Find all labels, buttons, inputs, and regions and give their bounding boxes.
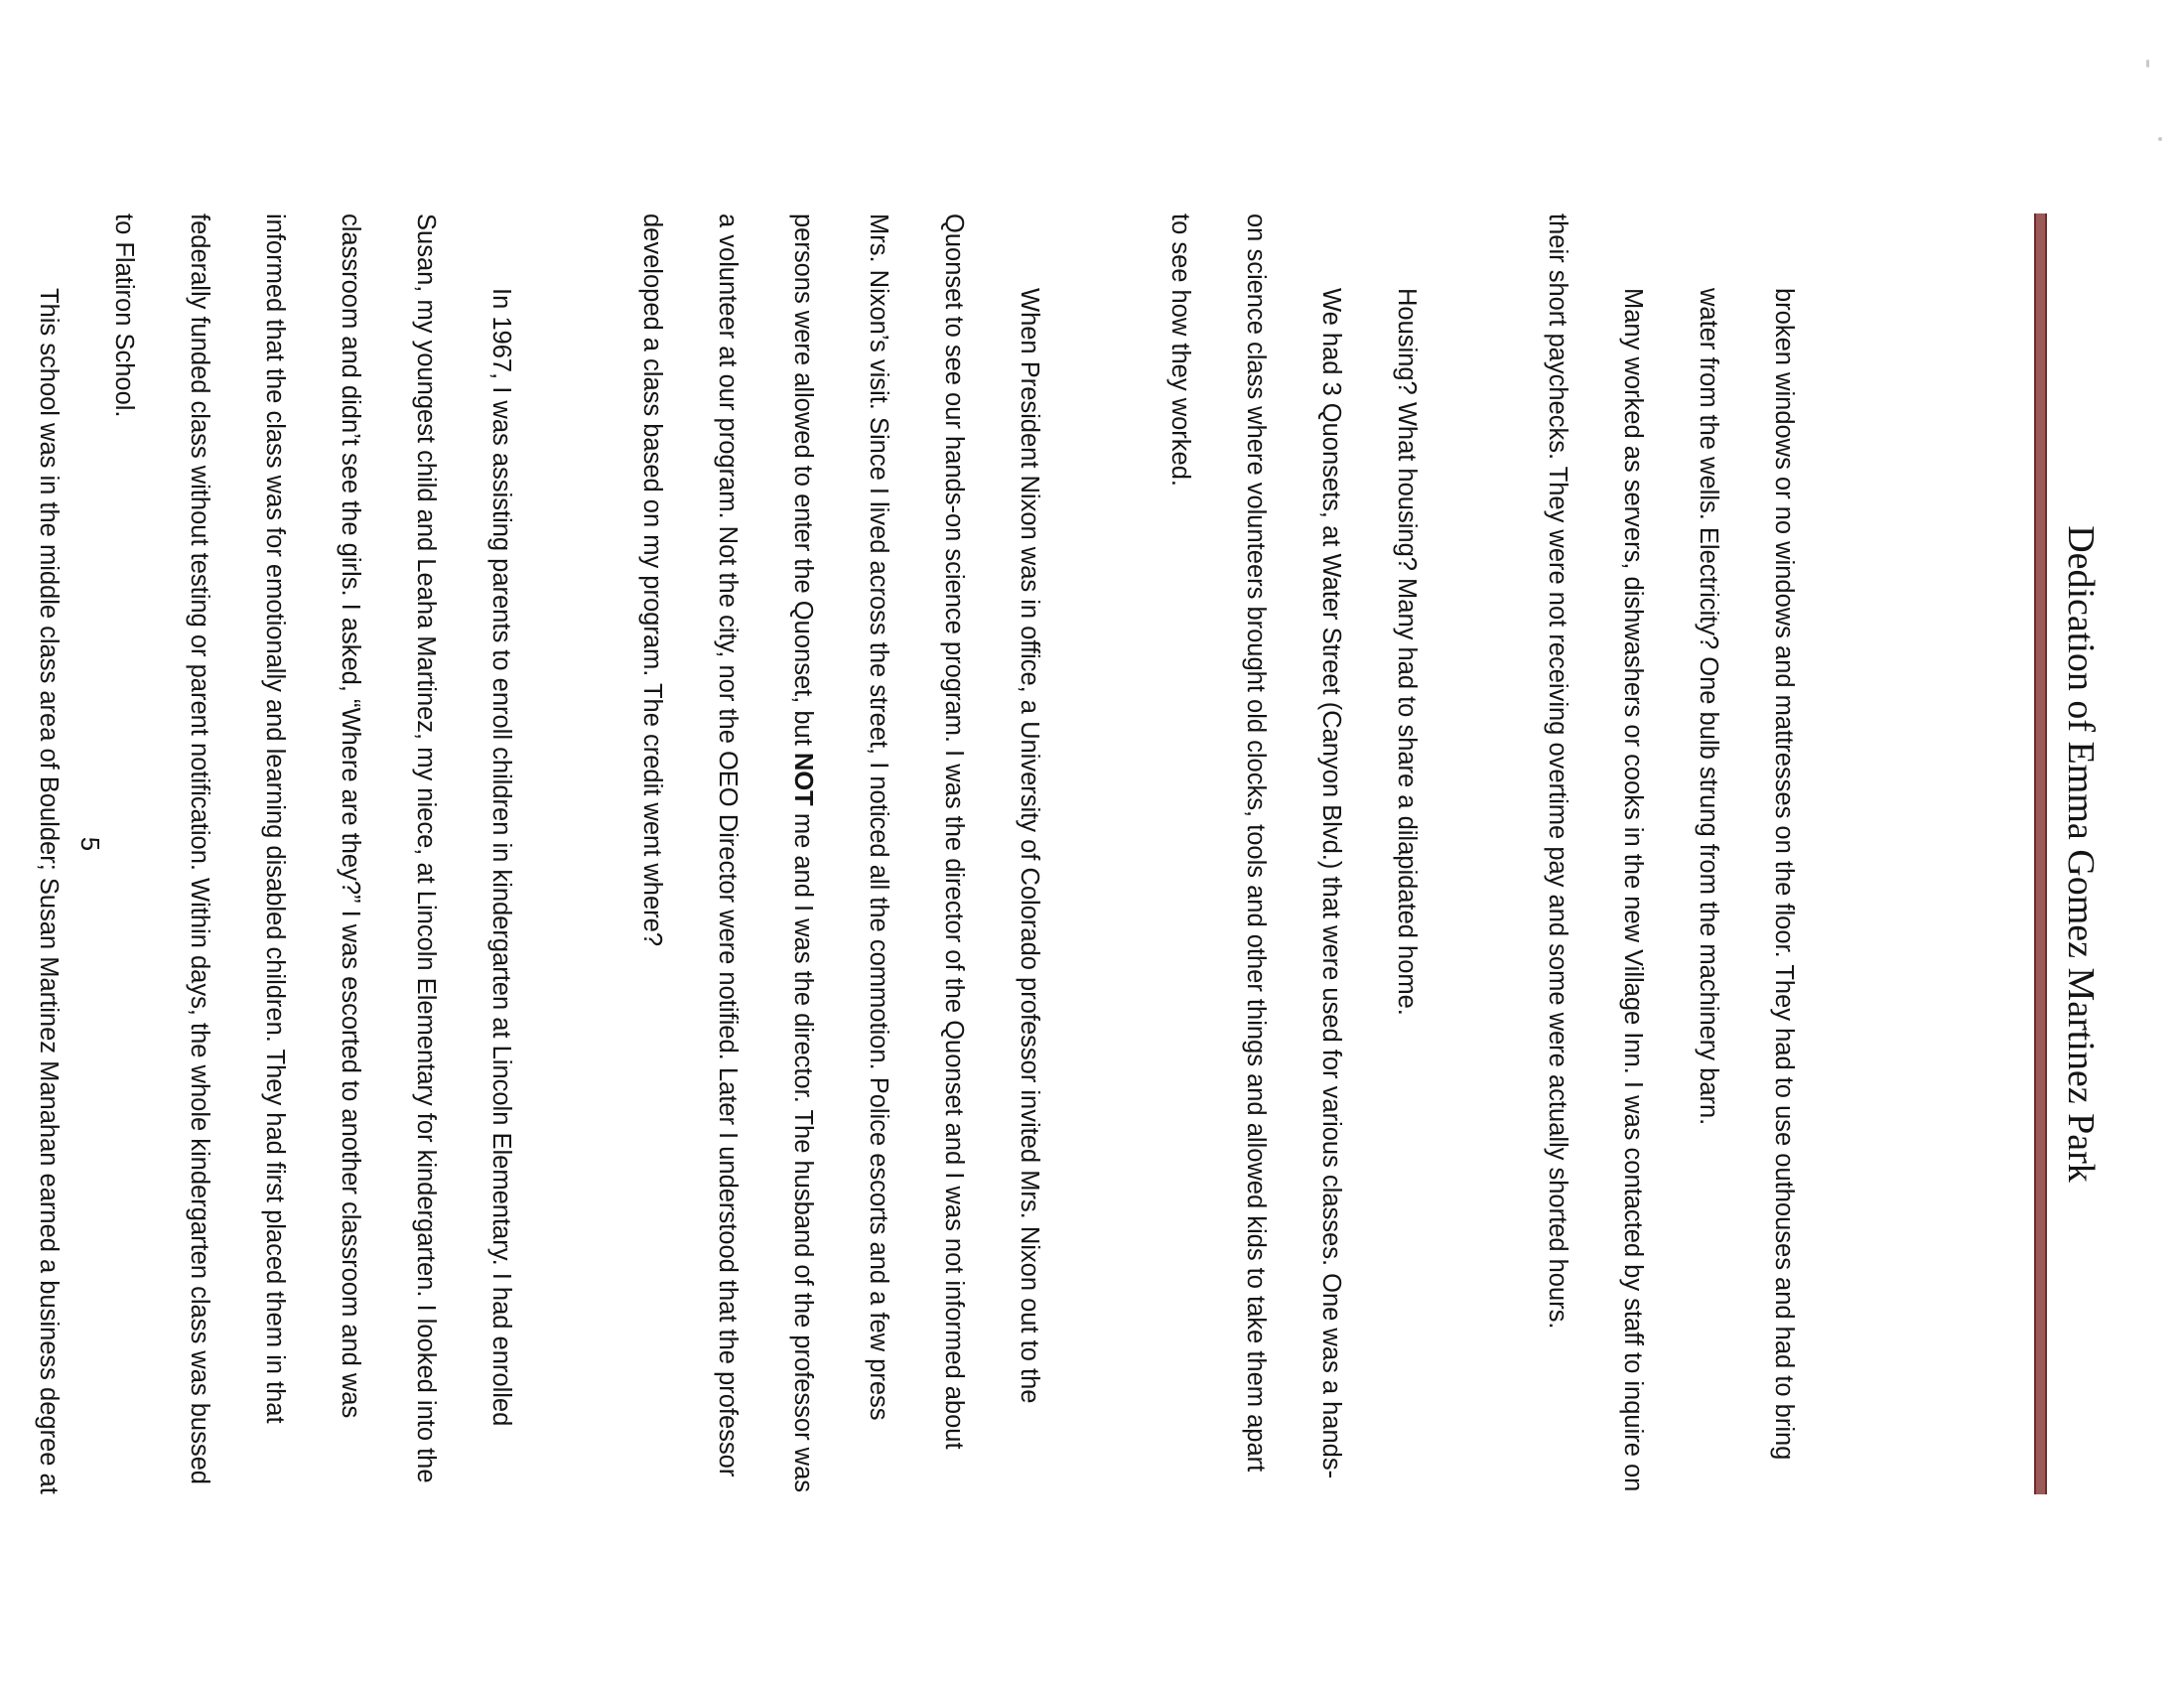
page-number: 5 [75,836,103,852]
paragraph-text: This school was in the middle class area of Boulder; Susan Martinez Manahan earned a business degree at [35,288,63,1494]
paragraph-p1 [1671,213,1822,1494]
page-title: Dedication of Emma Gomez Martinez Park [2060,525,2102,1183]
paragraph-text: me and I was the director. The husband of the professor was a volunteer at our program. Not the city, nor the OEO Director were notified. Later I understood that the professor developed a class based on my program. The credit went where? [638,213,817,1493]
paragraph-p5 [614,213,1067,1494]
paragraph-text: In 1967, I was assisting parents to enroll children in kindergarten at Lincoln Elementary. I had enrolled Susan, my youngest child and Leaha Martinez, my niece, at Lincoln Elementary for kindergarten. I looked into the classroom and didn’t see the girls. I asked, “Where are they?” I was escorted to another classroom and was informed that the class was for emotionally and learning disabled children. They had first placed them in that federally funded class without testing or parent notification. Within days, the whole kindergarten class was bussed to Flatiron School. [110,213,515,1484]
paragraph-text: Housing? What housing? Many had to share a dilapidated home. [1393,288,1421,1016]
paragraph-text: broken windows or no windows and mattresses on the floor. They had to use outhouses and had to bring water from the wells. Electricity? One bulb strung from the machinery barn. [1695,288,1798,1461]
paragraph-text: We had 3 Quonsets, at Water Street (Canyon Blvd.) that were used for various classes. One was a hands-on science class where volunteers brought old clocks, tools and other things and allowed kids to take them apart to see how they worked. [1166,213,1345,1479]
paragraph-p4 [1143,213,1369,1494]
paragraph-p7 [0,213,86,1494]
emphasis-not: NOT [789,752,817,806]
scan-mark [2146,60,2149,68]
paragraph-text: When President Nixon was in office, a University of Colorado professor invited Mrs. Nixon out to the Quonset to see our hands-on science program. I was the director of the Quonset and I was not informed about Mrs. Nixon’s visit. Since I lived across the street, I noticed all the commotion. Police escorts and a few press persons were allowed to enter the Quonset, but [789,213,1043,1450]
paragraph-p6 [86,213,539,1494]
paragraph-p3 [1369,213,1444,1494]
paragraph-p2 [1520,213,1671,1494]
paragraph-text: Many worked as servers, dishwashers or cooks in the new Village Inn. I was contacted by staff to inquire on their short paychecks. They were not receiving overtime pay and some were actually shorted hours. [1544,213,1647,1492]
title-rule [2034,213,2047,1494]
document-body [0,213,1822,1494]
scan-mark [2158,137,2162,141]
